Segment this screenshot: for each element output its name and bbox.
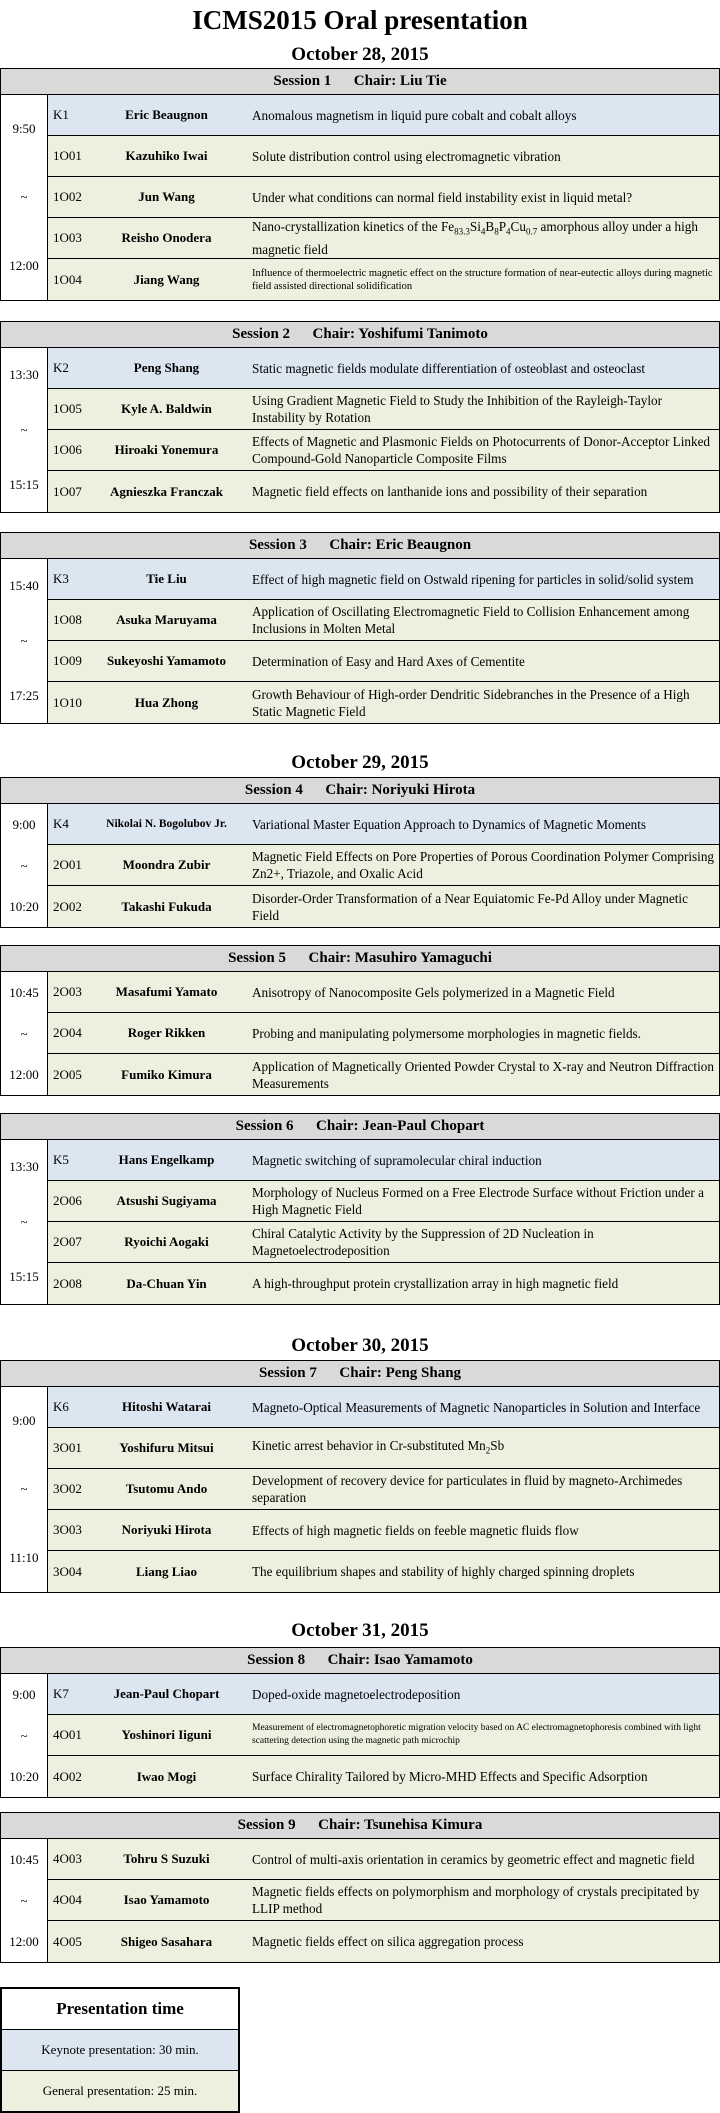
speaker-name: Ryoichi Aogaki — [124, 1234, 209, 1249]
session-body — [1, 1140, 719, 1304]
presentation-title: Magnetic fields effects on polymorphism and morphology of crystals precipitated by LLIP method — [252, 1884, 700, 1916]
presentation-code: 1O01 — [53, 148, 82, 163]
presentation-code: 1O08 — [53, 612, 82, 627]
presentation-code: 4O03 — [53, 1851, 82, 1866]
session-header: Session 3 Chair: Eric Beaugnon — [1, 533, 719, 559]
time-range — [1, 95, 48, 300]
presentation-title: Determination of Easy and Hard Axes of Cementite — [252, 653, 525, 669]
speaker-name: Masafumi Yamato — [115, 984, 218, 999]
session-body — [1, 972, 719, 1095]
speaker-name: Sukeyoshi Yamamoto — [106, 653, 227, 668]
day-date: October 31, 2015 — [291, 1620, 429, 1641]
presentation-code: 2O05 — [53, 1066, 82, 1082]
presentation-row — [48, 886, 719, 927]
speaker-name: Jean-Paul Chopart — [113, 1686, 220, 1701]
presentation-code: K5 — [53, 1152, 69, 1167]
session-header: Session 4 Chair: Noriyuki Hirota — [1, 778, 719, 804]
presentation-title: Probing and manipulating polymersome morphologies in magnetic fields. — [252, 1025, 641, 1041]
session-header: Session 1 Chair: Liu Tie — [1, 69, 719, 95]
presentation-row — [48, 1551, 719, 1592]
presentation-code: K2 — [53, 360, 69, 375]
time-separator: ~ — [20, 1025, 28, 1041]
speaker-name: Yoshifuru Mitsui — [119, 1440, 214, 1455]
presentation-list — [48, 1140, 719, 1304]
time-separator: ~ — [20, 189, 28, 205]
session-table — [0, 68, 720, 301]
presentation-title: Measurement of electromagnetophoretic migration velocity based on AC electromagnetophoresis combined with light scattering detection using the magnetic path microchip — [252, 1723, 701, 1746]
time-range — [1, 972, 48, 1095]
presentation-time-box — [0, 1987, 240, 2113]
presentation-title: Magnetic fields effect on silica aggregation process — [252, 1934, 524, 1949]
speaker-name: Fumiko Kimura — [121, 1066, 212, 1082]
start-time: 15:40 — [9, 578, 39, 594]
presentation-code: 1O04 — [53, 271, 82, 287]
presentation-title: Under what conditions can normal field instability exist in liquid metal? — [252, 189, 633, 205]
presentation-code: 2O03 — [53, 984, 82, 999]
presentation-title: Surface Chirality Tailored by Micro-MHD Effects and Specific Adsorption — [252, 1769, 648, 1784]
presentation-code: 2O01 — [53, 857, 82, 872]
presentation-code: K4 — [53, 816, 69, 831]
presentation-code: K6 — [53, 1399, 69, 1414]
time-range — [1, 1140, 48, 1304]
end-time: 11:10 — [9, 1549, 39, 1565]
speaker-name: Shigeo Sasahara — [120, 1933, 213, 1949]
speaker-name: Isao Yamamoto — [123, 1892, 210, 1907]
presentation-row — [48, 177, 719, 218]
speaker-name: Da-Chuan Yin — [126, 1275, 207, 1291]
presentation-title: Anisotropy of Nanocomposite Gels polymerized in a Magnetic Field — [252, 984, 615, 1000]
presentation-title: Application of Oscillating Electromagnetic Field to Collision Enhancement among Inclusions in Molten Metal — [252, 604, 690, 636]
time-separator: ~ — [20, 1892, 28, 1908]
presentation-title: The equilibrium shapes and stability of highly charged spinning droplets — [252, 1564, 635, 1579]
presentation-code: 4O02 — [53, 1768, 82, 1784]
presentation-title: A high-throughput protein crystallization array in high magnetic field — [252, 1276, 619, 1291]
presentation-row — [48, 1510, 719, 1551]
end-time: 12:00 — [9, 257, 39, 273]
presentation-row — [48, 1222, 719, 1263]
presentation-title: Morphology of Nucleus Formed on a Free Electrode Surface without Friction under a High Magnetic Field — [252, 1185, 704, 1217]
keynote-duration: Keynote presentation: 30 min. — [2, 2030, 238, 2071]
presentation-code: 4O04 — [53, 1892, 82, 1907]
presentation-code: 2O07 — [53, 1234, 82, 1249]
speaker-name: Hiroaki Yonemura — [114, 442, 219, 457]
presentation-title: Kinetic arrest behavior in Cr-substituted $Mn_2Sb$ — [252, 1437, 505, 1456]
presentation-row — [48, 1921, 719, 1962]
session-header: Session 6 Chair: Jean-Paul Chopart — [1, 1114, 719, 1140]
session-table — [0, 1812, 720, 1963]
speaker-name: Yoshinori Iiguni — [121, 1727, 212, 1742]
time-separator: ~ — [20, 857, 28, 873]
presentation-code: 2O08 — [53, 1275, 82, 1291]
session-header: Session 8 Chair: Isao Yamamoto — [1, 1648, 719, 1674]
speaker-name: Reisho Onodera — [121, 230, 212, 245]
time-range — [1, 1387, 48, 1592]
general-duration: General presentation: 25 min. — [2, 2071, 238, 2111]
presentation-title: Growth Behaviour of High-order Dendritic Sidebranches in the Presence of a High Static Magnetic Field — [252, 686, 690, 719]
start-time: 13:30 — [9, 367, 39, 383]
start-time: 9:00 — [12, 1413, 36, 1429]
speaker-name: Agnieszka Franczak — [109, 483, 224, 499]
time-range — [1, 1674, 48, 1797]
speaker-name: Peng Shang — [133, 360, 200, 375]
presentation-code: 3O03 — [53, 1522, 82, 1537]
session-body — [1, 1387, 719, 1592]
presentation-title: Magneto-Optical Measurements of Magnetic Nanoparticles in Solution and Interface — [252, 1399, 701, 1415]
session-table — [0, 777, 720, 928]
time-range — [1, 348, 48, 512]
presentation-title: Variational Master Equation Approach to Dynamics of Magnetic Moments — [252, 816, 647, 832]
day-date: October 30, 2015 — [291, 1335, 429, 1356]
speaker-name: Kazuhiko Iwai — [125, 148, 208, 163]
keynote-row — [48, 559, 719, 600]
keynote-row — [48, 348, 719, 389]
session-body — [1, 95, 719, 300]
speaker-name: Noriyuki Hirota — [121, 1522, 212, 1537]
presentation-list — [48, 1674, 719, 1797]
presentation-time-heading: Presentation time — [2, 1989, 238, 2030]
presentation-list — [48, 1839, 719, 1962]
presentation-list — [48, 559, 719, 723]
end-time: 10:20 — [9, 898, 39, 914]
time-separator: ~ — [20, 421, 28, 437]
session-table — [0, 1647, 720, 1798]
presentation-row — [48, 1839, 719, 1880]
end-time: 15:15 — [9, 476, 39, 492]
time-range — [1, 559, 48, 723]
presentation-code: 1O07 — [53, 483, 82, 499]
presentation-title: Nano-crystallization kinetics of the $Fe_{83.3}Si_4B_8P_4Cu_{0.7}$ amorphous alloy under a high magnetic field — [252, 219, 698, 257]
session-header: Session 7 Chair: Peng Shang — [1, 1361, 719, 1387]
presentation-code: 1O05 — [53, 401, 82, 416]
session-table — [0, 1113, 720, 1305]
presentation-title: Magnetic Field Effects on Pore Properties of Porous Coordination Polymer Comprising Zn2+, Triazole, and Oxalic Acid — [252, 849, 715, 881]
speaker-name: Kyle A. Baldwin — [121, 401, 212, 416]
time-range — [1, 804, 48, 927]
presentation-code: K3 — [53, 571, 69, 586]
speaker-name: Eric Beaugnon — [125, 107, 208, 122]
presentation-title: Influence of thermoelectric magnetic effect on the structure formation of near-eutectic alloys during magnetic field assisted directional solidification — [252, 267, 713, 292]
presentation-title: Effect of high magnetic field on Ostwald ripening for particles in solid/solid system — [252, 571, 694, 587]
session-body — [1, 1839, 719, 1962]
presentation-row — [48, 1054, 719, 1095]
speaker-name: Liang Liao — [135, 1563, 198, 1579]
presentation-row — [48, 1756, 719, 1797]
session-body — [1, 559, 719, 723]
speaker-name: Asuka Maruyama — [116, 612, 217, 627]
time-separator: ~ — [20, 1213, 28, 1229]
start-time: 10:45 — [9, 984, 39, 1000]
presentation-row — [48, 259, 719, 300]
presentation-code: 1O06 — [53, 442, 82, 457]
presentation-code: 1O03 — [53, 230, 82, 245]
time-range — [1, 1839, 48, 1962]
start-time: 13:30 — [9, 1159, 39, 1175]
presentation-row — [48, 1880, 719, 1921]
presentation-title: Effects of high magnetic fields on feeble magnetic fluids flow — [252, 1522, 579, 1538]
time-separator: ~ — [20, 1481, 28, 1497]
session-body — [1, 804, 719, 927]
end-time: 17:25 — [9, 687, 39, 703]
speaker-name: Hua Zhong — [134, 694, 199, 710]
presentation-row — [48, 389, 719, 430]
speaker-name: Roger Rikken — [127, 1025, 206, 1040]
speaker-name: Nikolai N. Bogolubov Jr. — [106, 818, 227, 830]
presentation-code: 2O02 — [53, 898, 82, 914]
speaker-name: Atsushi Sugiyama — [116, 1193, 217, 1208]
presentation-row — [48, 136, 719, 177]
time-separator: ~ — [20, 1727, 28, 1743]
speaker-name: Moondra Zubir — [122, 857, 211, 872]
start-time: 9:00 — [12, 816, 36, 832]
presentation-title: Development of recovery device for particulates in fluid by magneto-Archimedes separation — [252, 1473, 683, 1505]
presentation-title: Doped-oxide magnetoelectrodeposition — [252, 1686, 461, 1702]
presentation-row — [48, 972, 719, 1013]
presentation-title: Chiral Catalytic Activity by the Suppression of 2D Nucleation in Magnetoelectrodeposition — [252, 1226, 594, 1258]
keynote-row — [48, 1674, 719, 1715]
presentation-code: 4O05 — [53, 1933, 82, 1949]
presentation-code: 3O04 — [53, 1563, 82, 1579]
session-body — [1, 348, 719, 512]
presentation-row — [48, 430, 719, 471]
presentation-code: K1 — [53, 107, 69, 122]
session-header: Session 2 Chair: Yoshifumi Tanimoto — [1, 322, 719, 348]
presentation-row — [48, 682, 719, 723]
presentation-title: Solute distribution control using electromagnetic vibration — [252, 148, 561, 164]
presentation-title: Disorder-Order Transformation of a Near Equiatomic Fe-Pd Alloy under Magnetic Field — [252, 890, 688, 923]
keynote-row — [48, 1387, 719, 1428]
presentation-code: 1O02 — [53, 189, 82, 204]
session-table — [0, 321, 720, 513]
time-separator: ~ — [20, 632, 28, 648]
session-header: Session 9 Chair: Tsunehisa Kimura — [1, 1813, 719, 1839]
presentation-code: 1O09 — [53, 653, 82, 668]
speaker-name: Tie Liu — [146, 571, 187, 586]
speaker-name: Jiang Wang — [133, 271, 200, 287]
keynote-row — [48, 95, 719, 136]
presentation-code: 2O06 — [53, 1193, 82, 1208]
presentation-code: 3O02 — [53, 1481, 82, 1496]
presentation-title: Using Gradient Magnetic Field to Study the Inhibition of the Rayleigh-Taylor Instability by Rotation — [252, 393, 663, 425]
presentation-code: 4O01 — [53, 1727, 82, 1742]
start-time: 9:50 — [12, 121, 36, 137]
speaker-name: Tsutomu Ando — [125, 1481, 208, 1496]
presentation-list — [48, 1387, 719, 1592]
presentation-title: Magnetic field effects on lanthanide ions and possibility of their separation — [252, 484, 648, 499]
presentation-row — [48, 218, 719, 259]
presentation-title: Control of multi-axis orientation in ceramics by geometric effect and magnetic field — [252, 1851, 695, 1867]
presentation-row — [48, 471, 719, 512]
presentation-row — [48, 600, 719, 641]
presentation-title: Static magnetic fields modulate differentiation of osteoblast and osteoclast — [252, 360, 646, 376]
presentation-title: Magnetic switching of supramolecular chiral induction — [252, 1152, 542, 1168]
presentation-list — [48, 348, 719, 512]
keynote-row — [48, 804, 719, 845]
presentation-title: Anomalous magnetism in liquid pure cobalt and cobalt alloys — [252, 107, 577, 123]
presentation-list — [48, 95, 719, 300]
presentation-row — [48, 1263, 719, 1304]
end-time: 12:00 — [9, 1933, 39, 1949]
presentation-row — [48, 1428, 719, 1469]
day-date: October 28, 2015 — [291, 44, 429, 65]
end-time: 12:00 — [9, 1066, 39, 1082]
session-table — [0, 1360, 720, 1593]
presentation-title: Effects of Magnetic and Plasmonic Fields on Photocurrents of Donor-Acceptor Linked Compound-Gold Nanoparticle Composite Films — [252, 434, 711, 466]
end-time: 15:15 — [9, 1268, 39, 1284]
presentation-code: 3O01 — [53, 1440, 82, 1455]
day-date: October 29, 2015 — [291, 752, 429, 773]
presentation-title: Application of Magnetically Oriented Powder Crystal to X-ray and Neutron Diffraction Measurements — [252, 1058, 714, 1091]
presentation-row — [48, 1469, 719, 1510]
speaker-name: Tohru S Suzuki — [123, 1851, 210, 1866]
presentation-code: 2O04 — [53, 1025, 82, 1040]
presentation-code: 1O10 — [53, 694, 82, 710]
presentation-row — [48, 1013, 719, 1054]
speaker-name: Iwao Mogi — [136, 1768, 197, 1784]
presentation-row — [48, 845, 719, 886]
start-time: 9:00 — [12, 1686, 36, 1702]
presentation-list — [48, 804, 719, 927]
session-body — [1, 1674, 719, 1797]
speaker-name: Takashi Fukuda — [121, 898, 212, 914]
presentation-list — [48, 972, 719, 1095]
session-table — [0, 945, 720, 1096]
keynote-row — [48, 1140, 719, 1181]
session-header: Session 5 Chair: Masuhiro Yamaguchi — [1, 946, 719, 972]
speaker-name: Jun Wang — [138, 189, 195, 204]
end-time: 10:20 — [9, 1768, 39, 1784]
presentation-row — [48, 1715, 719, 1756]
page-title: ICMS2015 Oral presentation — [192, 5, 528, 35]
session-table — [0, 532, 720, 724]
presentation-code: K7 — [53, 1686, 69, 1701]
start-time: 10:45 — [9, 1851, 39, 1867]
speaker-name: Hitoshi Watarai — [122, 1399, 211, 1414]
presentation-row — [48, 1181, 719, 1222]
presentation-row — [48, 641, 719, 682]
speaker-name: Hans Engelkamp — [118, 1152, 215, 1167]
